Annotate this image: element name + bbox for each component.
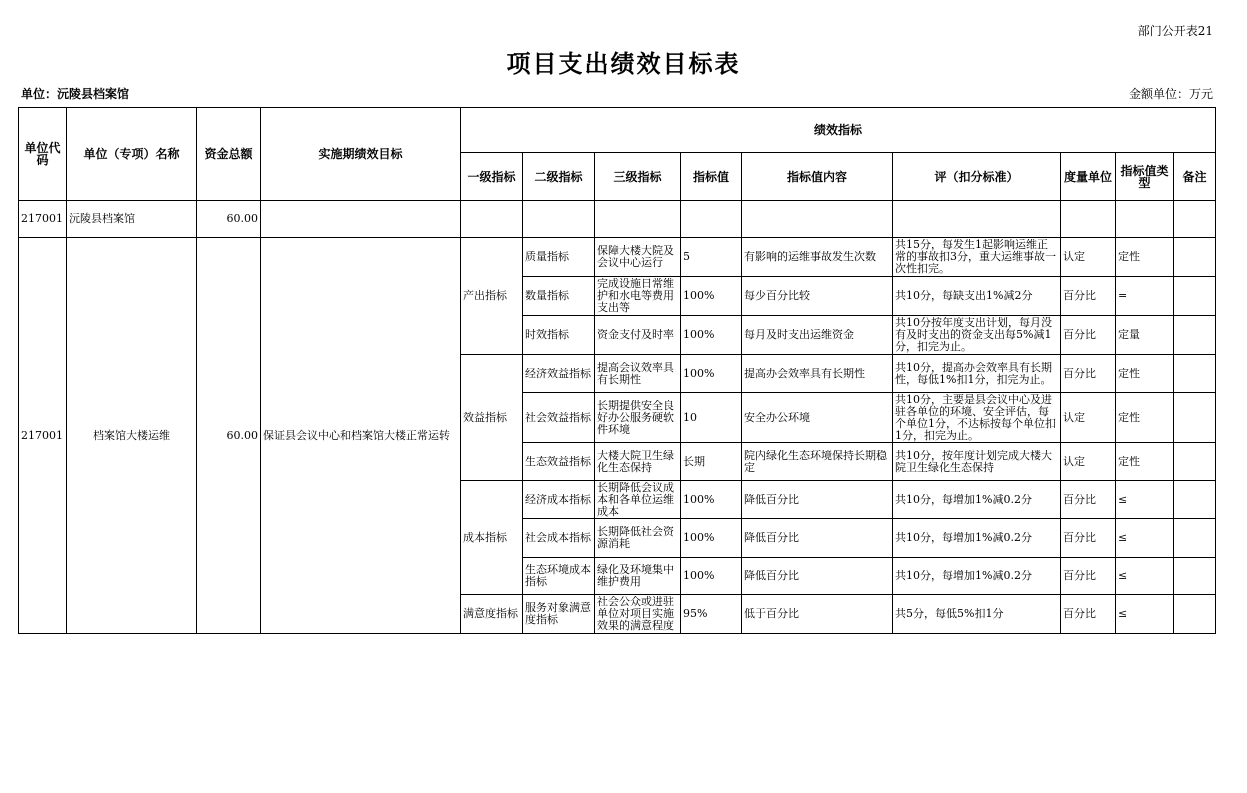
level2-indicator: 质量指标 (525, 251, 569, 263)
header-unit-code: 单位代码 (19, 108, 67, 201)
header-indicators: 绩效指标 (461, 108, 1216, 153)
measure-unit: 百分比 (1063, 608, 1096, 620)
unit-label: 单位：沅陵县档案馆 (21, 87, 130, 101)
summary-name: 沅陵县档案馆 (67, 201, 197, 238)
remark-cell (1174, 277, 1216, 316)
header-scoring: 评（扣分标准） (893, 153, 1061, 201)
header-measure-unit: 度量单位 (1061, 153, 1116, 201)
form-number: 部门公开表21 (1137, 24, 1213, 38)
level2-indicator: 生态环境成本指标 (525, 564, 591, 588)
header-value-content: 指标值内容 (742, 153, 893, 201)
remark-cell (1174, 393, 1216, 443)
level3-indicator: 大楼大院卫生绿化生态保持 (597, 449, 674, 474)
value-content: 提高办会效率具有长期性 (744, 367, 865, 380)
value-type: ≤ (1118, 608, 1128, 620)
value-type: ≤ (1118, 570, 1128, 582)
header-level3: 三级指标 (595, 153, 681, 201)
header-level2: 二级指标 (523, 153, 595, 201)
header-goal: 实施期绩效目标 (261, 108, 461, 201)
scoring-standard: 共10分，每缺支出1%减2分 (895, 290, 1033, 302)
level1-indicator: 效益指标 (461, 355, 523, 481)
level3-indicator: 提高会议效率具有长期性 (597, 361, 674, 386)
level1-indicator: 产出指标 (461, 238, 523, 355)
value-content: 有影响的运维事故发生次数 (744, 251, 876, 263)
project-code: 217001 (19, 238, 67, 634)
indicator-value: 100% (683, 329, 715, 341)
header-unit-name: 单位（专项）名称 (67, 108, 197, 201)
level3-indicator: 完成设施日常维护和水电等费用支出等 (597, 278, 674, 314)
header-value: 指标值 (681, 153, 742, 201)
scoring-standard: 共10分，主要是县会议中心及进驻各单位的环境、安全评估，每个单位1分，不达标按每个单位扣1分，扣完为止。 (895, 393, 1056, 442)
remark-cell (1174, 238, 1216, 277)
remark-cell (1174, 443, 1216, 481)
scoring-standard: 共10分，每增加1%减0.2分 (895, 532, 1032, 544)
value-type: 定量 (1118, 329, 1140, 341)
level3-indicator: 资金支付及时率 (597, 329, 674, 341)
level2-indicator: 经济成本指标 (525, 493, 591, 506)
level1-indicator: 成本指标 (461, 481, 523, 595)
remark-cell (1174, 481, 1216, 519)
header-total-funds: 资金总额 (197, 108, 261, 201)
measure-unit: 百分比 (1063, 532, 1096, 544)
project-goal: 保证县会议中心和档案馆大楼正常运转 (261, 238, 461, 634)
amount-unit-label: 金额单位：万元 (1128, 87, 1213, 101)
summary-amount: 60.00 (197, 201, 261, 238)
remark-cell (1174, 558, 1216, 595)
value-content: 每少百分比较 (744, 290, 810, 302)
measure-unit: 百分比 (1063, 329, 1096, 341)
value-content: 安全办公环境 (744, 411, 810, 424)
measure-unit: 百分比 (1063, 367, 1096, 380)
value-type: 定性 (1118, 411, 1140, 424)
value-type: ≤ (1118, 493, 1128, 506)
page-title: 项目支出绩效目标表 (506, 50, 741, 78)
indicator-value: 100% (683, 493, 715, 506)
indicator-value: 10 (683, 411, 697, 424)
level2-indicator: 经济效益指标 (525, 367, 591, 380)
indicator-value: 5 (683, 251, 690, 263)
header-level1: 一级指标 (461, 153, 523, 201)
remark-cell (1174, 355, 1216, 393)
value-content: 降低百分比 (744, 532, 799, 544)
level3-indicator: 绿化及环境集中维护费用 (597, 564, 674, 588)
indicator-value: 长期 (683, 455, 705, 468)
remark-cell (1174, 519, 1216, 558)
level1-indicator: 满意度指标 (461, 595, 523, 634)
performance-table (18, 107, 1216, 634)
level2-indicator: 数量指标 (525, 290, 569, 302)
level2-indicator: 服务对象满意度指标 (525, 602, 591, 626)
level3-indicator: 社会公众或进驻单位对项目实施效果的满意程度 (597, 596, 674, 632)
level2-indicator: 生态效益指标 (525, 455, 591, 468)
header-remark: 备注 (1174, 153, 1216, 201)
level2-indicator: 社会成本指标 (525, 532, 591, 544)
scoring-standard: 共15分，每发生1起影响运维正常的事故扣3分，重大运维事故一次性扣完。 (895, 239, 1056, 275)
measure-unit: 百分比 (1063, 493, 1096, 506)
level3-indicator: 保障大楼大院及会议中心运行 (597, 245, 674, 269)
level2-indicator: 时效指标 (525, 329, 569, 341)
measure-unit: 认定 (1063, 251, 1085, 263)
table-row (19, 238, 1216, 277)
level3-indicator: 长期降低会议成本和各单位运维成本 (597, 481, 674, 518)
indicator-value: 95% (683, 608, 708, 620)
value-type: = (1118, 290, 1128, 302)
indicator-value: 100% (683, 290, 715, 302)
header-value-type: 指标值类型 (1116, 153, 1174, 201)
value-content: 降低百分比 (744, 493, 799, 506)
indicator-value: 100% (683, 570, 715, 582)
level3-indicator: 长期降低社会资源消耗 (597, 526, 674, 550)
value-content: 降低百分比 (744, 570, 799, 582)
value-type: ≤ (1118, 532, 1128, 544)
value-type: 定性 (1118, 455, 1140, 468)
measure-unit: 认定 (1063, 411, 1085, 424)
scoring-standard: 共10分，每增加1%减0.2分 (895, 570, 1032, 582)
project-amount: 60.00 (197, 238, 261, 634)
scoring-standard: 共10分，按年度计划完成大楼大院卫生绿化生态保持 (895, 449, 1052, 474)
scoring-standard: 共5分，每低5%扣1分 (895, 608, 1004, 620)
summary-row (19, 201, 1216, 238)
value-content: 低于百分比 (744, 608, 799, 620)
level3-indicator: 长期提供安全良好办公服务硬软件环境 (597, 399, 674, 436)
measure-unit: 百分比 (1063, 570, 1096, 582)
remark-cell (1174, 316, 1216, 355)
value-content: 院内绿化生态环境保持长期稳定 (744, 449, 887, 474)
level2-indicator: 社会效益指标 (525, 411, 591, 424)
project-name: 档案馆大楼运维 (67, 238, 197, 634)
indicator-value: 100% (683, 367, 715, 380)
scoring-standard: 共10分，每增加1%减0.2分 (895, 493, 1032, 506)
scoring-standard: 共10分，提高办会效率具有长期性，每低1%扣1分，扣完为止。 (895, 361, 1052, 386)
value-content: 每月及时支出运维资金 (744, 329, 854, 341)
remark-cell (1174, 595, 1216, 634)
value-type: 定性 (1118, 251, 1140, 263)
value-type: 定性 (1118, 367, 1140, 380)
measure-unit: 认定 (1063, 455, 1085, 468)
scoring-standard: 共10分按年度支出计划，每月没有及时支出的资金支出每5%减1分，扣完为止。 (895, 317, 1052, 353)
indicator-value: 100% (683, 532, 715, 544)
measure-unit: 百分比 (1063, 290, 1096, 302)
summary-code: 217001 (19, 201, 67, 238)
